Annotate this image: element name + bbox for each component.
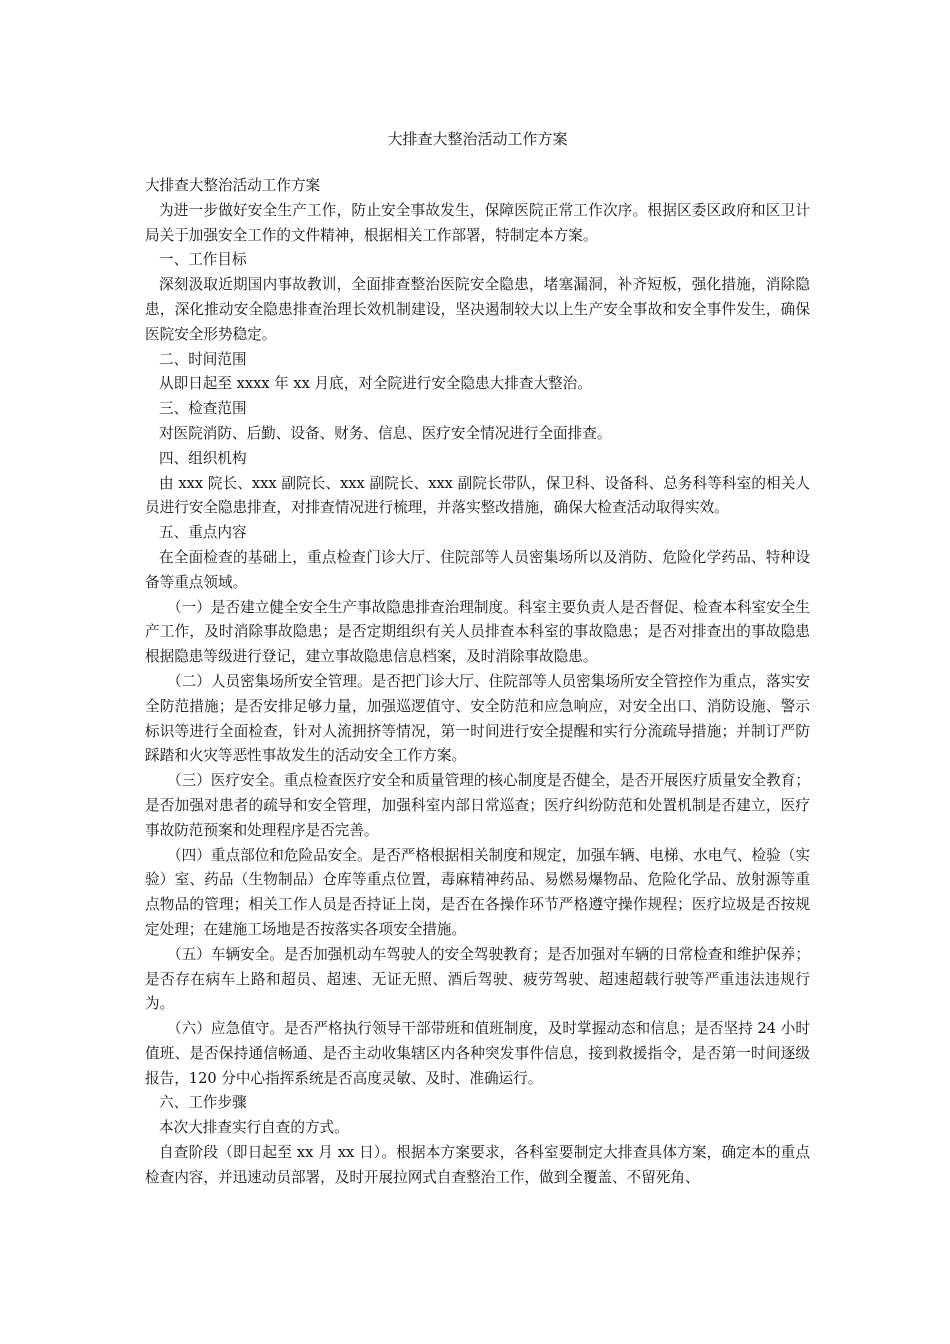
paragraph: （六）应急值守。是否严格执行领导干部带班和值班制度，及时掌握动态和信息；是否坚持 24 小时值班、是否保持通信畅通、是否主动收集辖区内各种突发事件信息，接到救援指令，是否第一时间逐级报告，120 分中心指挥系统是否高度灵敏、及时、准确运行。 <box>145 1020 810 1087</box>
paragraph: 一、工作目标 <box>159 251 247 269</box>
paragraph: 三、检查范围 <box>159 400 247 418</box>
paragraph: 由 xxx 院长、xxx 副院长、xxx 副院长、xxx 副院长带队，保卫科、设备科、总务科等科室的相关人员进行安全隐患排查，对排查情况进行梳理，并落实整改措施，确保大检查活动取得实效。 <box>145 474 810 517</box>
paragraph: 大排查大整治活动工作方案 <box>145 177 321 194</box>
document-title: 大排查大整治活动工作方案 <box>387 130 568 148</box>
paragraph: 为进一步做好安全生产工作，防止安全事故发生，保障医院正常工作次序。根据区委区政府和区卫计局关于加强安全工作的文件精神，根据相关工作部署，特制定本方案。 <box>145 201 810 244</box>
paragraph: （三）医疗安全。重点检查医疗安全和质量管理的核心制度是否健全，是否开展医疗质量安全教育；是否加强对患者的疏导和安全管理，加强科室内部日常巡查；医疗纠纷防范和处置机制是否建立，医疗事故防范预案和处理程序是否完善。 <box>145 772 810 839</box>
document-body <box>145 174 810 1191</box>
paragraph: 四、组织机构 <box>159 449 247 467</box>
paragraph: 自查阶段（即日起至 xx 月 xx 日）。根据本方案要求，各科室要制定大排查具体方案，确定本的重点检查内容，并迅速动员部署，及时开展拉网式自查整治工作，做到全覆盖、不留死角、 <box>145 1144 810 1186</box>
paragraph: 六、工作步骤 <box>159 1094 247 1112</box>
paragraph: 二、时间范围 <box>159 350 247 368</box>
paragraph: 五、重点内容 <box>159 524 247 542</box>
paragraph: 深刻汲取近期国内事故教训，全面排查整治医院安全隐患，堵塞漏洞，补齐短板，强化措施，消除隐患，深化推动安全隐患排查治理长效机制建设，坚决遏制较大以上生产安全事故和安全事件发生，确保医院安全形势稳定。 <box>145 276 810 343</box>
paragraph: （二）人员密集场所安全管理。是否把门诊大厅、住院部等人员密集场所安全管控作为重点，落实安全防范措施；是否安排足够力量，加强巡逻值守、安全防范和应急响应，对安全出口、消防设施、警示标识等进行全面检查，针对人流拥挤等情况，第一时间进行安全提醒和实行分流疏导措施；并制订严防踩踏和火灾等恶性事故发生的活动安全工作方案。 <box>145 672 810 765</box>
paragraph: 从即日起至 xxxx 年 xx 月底，对全院进行安全隐患大排查大整治。 <box>159 375 592 393</box>
paragraph: （五）车辆安全。是否加强机动车驾驶人的安全驾驶教育；是否加强对车辆的日常检查和维护保养；是否存在病车上路和超员、超速、无证无照、酒后驾驶、疲劳驾驶、超速超载行驶等严重违法违规行为。 <box>145 945 810 1013</box>
paragraph: 对医院消防、后勤、设备、财务、信息、医疗安全情况进行全面排查。 <box>159 424 612 442</box>
paragraph: 在全面检查的基础上，重点检查门诊大厅、住院部等人员密集场所以及消防、危险化学药品、特种设备等重点领域。 <box>145 548 810 591</box>
paragraph: （一）是否建立健全安全生产事故隐患排查治理制度。科室主要负责人是否督促、检查本科室安全生产工作，及时消除事故隐患；是否定期组织有关人员排查本科室的事故隐患；是否对排查出的事故隐患根据隐患等级进行登记，建立事故隐患信息档案，及时消除事故隐患。 <box>145 598 810 666</box>
paragraph: 本次大排查实行自查的方式。 <box>159 1119 349 1137</box>
paragraph: （四）重点部位和危险品安全。是否严格根据相关制度和规定，加强车辆、电梯、水电气、检验（实验）室、药品（生物制品）仓库等重点位置，毒麻精神药品、易燃易爆物品、危险化学品、放射源等重点物品的管理；相关工作人员是否持证上岗，是否在各操作环节严格遵守操作规程；医疗垃圾是否按规定处理；在建施工场地是否按落实各项安全措施。 <box>145 846 810 938</box>
